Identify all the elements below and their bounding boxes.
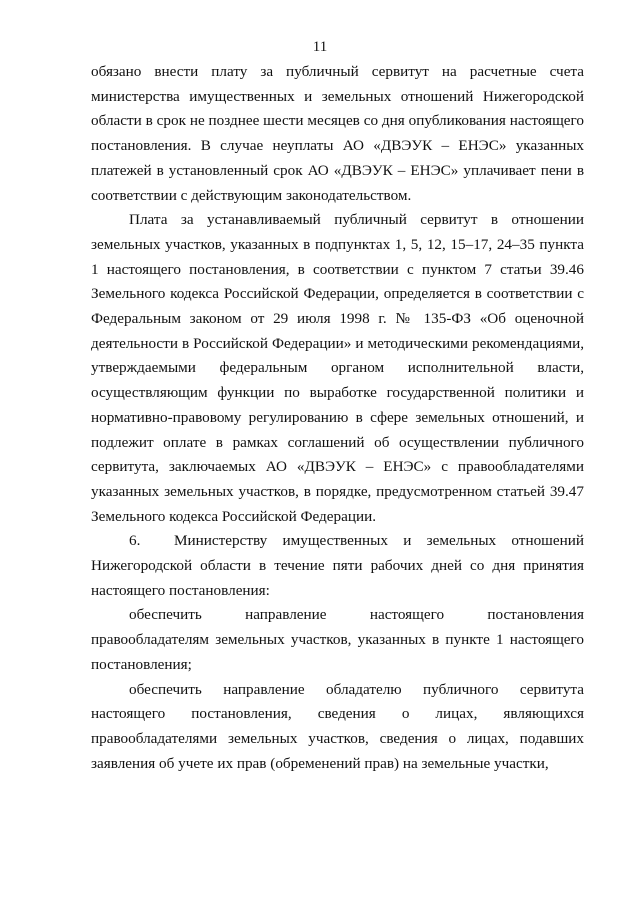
paragraph-ensure-holder: обеспечить направление обладателю публичного сервитута настоящего постановления, сведения о лицах, являющихся правообладателями земельных участков, сведения о лицах, подавших заявления об учете их прав (обременений прав) на земельные участки,	[91, 680, 584, 772]
page-number: 11	[312, 39, 328, 55]
item-number: 6.	[129, 532, 141, 550]
paragraph-ensure-owners: обеспечить направление настоящего постановления правообладателям земельных участков, указанных в пункте 1 настоящего постановления;	[91, 606, 584, 673]
paragraph-servitude-fee: Плата за устанавливаемый публичный сервитут в отношении земельных участков, указанных в подпунктах 1, 5, 12, 15–17, 24–35 пункта 1 настоящего постановления, в соответствии с пунктом 7 статьи 39.46 Земельного кодекса Российской Федерации, определяется в соответствии с Федеральным законом от 29 июля 1998 г. № 135-ФЗ «Об оценочной деятельности в Российской Федерации» и методическими рекомендациями, утверждаемыми федеральным органом исполнительной власти, осуществляющим функции по выработке государственной политики и нормативно-правовому регулированию в сфере земельных отношений, и подлежит оплате в рамках соглашений об осуществлении публичного сервитута, заключаемых АО «ДВЭУК – ЕНЭС» с правообладателями указанных земельных участков, в порядке, предусмотренном статьей 39.47 Земельного кодекса Российской Федерации.	[91, 211, 584, 525]
document-body	[91, 60, 584, 776]
paragraph-item-6	[91, 529, 584, 603]
item-6-text: Министерству имущественных и земельных отношений Нижегородской области в течение пяти рабочих дней со дня принятия настоящего постановления:	[91, 532, 584, 599]
paragraph-payment-terms: обязано внести плату за публичный сервитут на расчетные счета министерства имущественных и земельных отношений Нижегородской области в срок не позднее шести месяцев со дня опубликования настоящего постановления. В случае неуплаты АО «ДВЭУК – ЕНЭС» указанных платежей в установленный срок АО «ДВЭУК – ЕНЭС» уплачивает пени в соответствии с действующим законодательством.	[91, 63, 584, 204]
